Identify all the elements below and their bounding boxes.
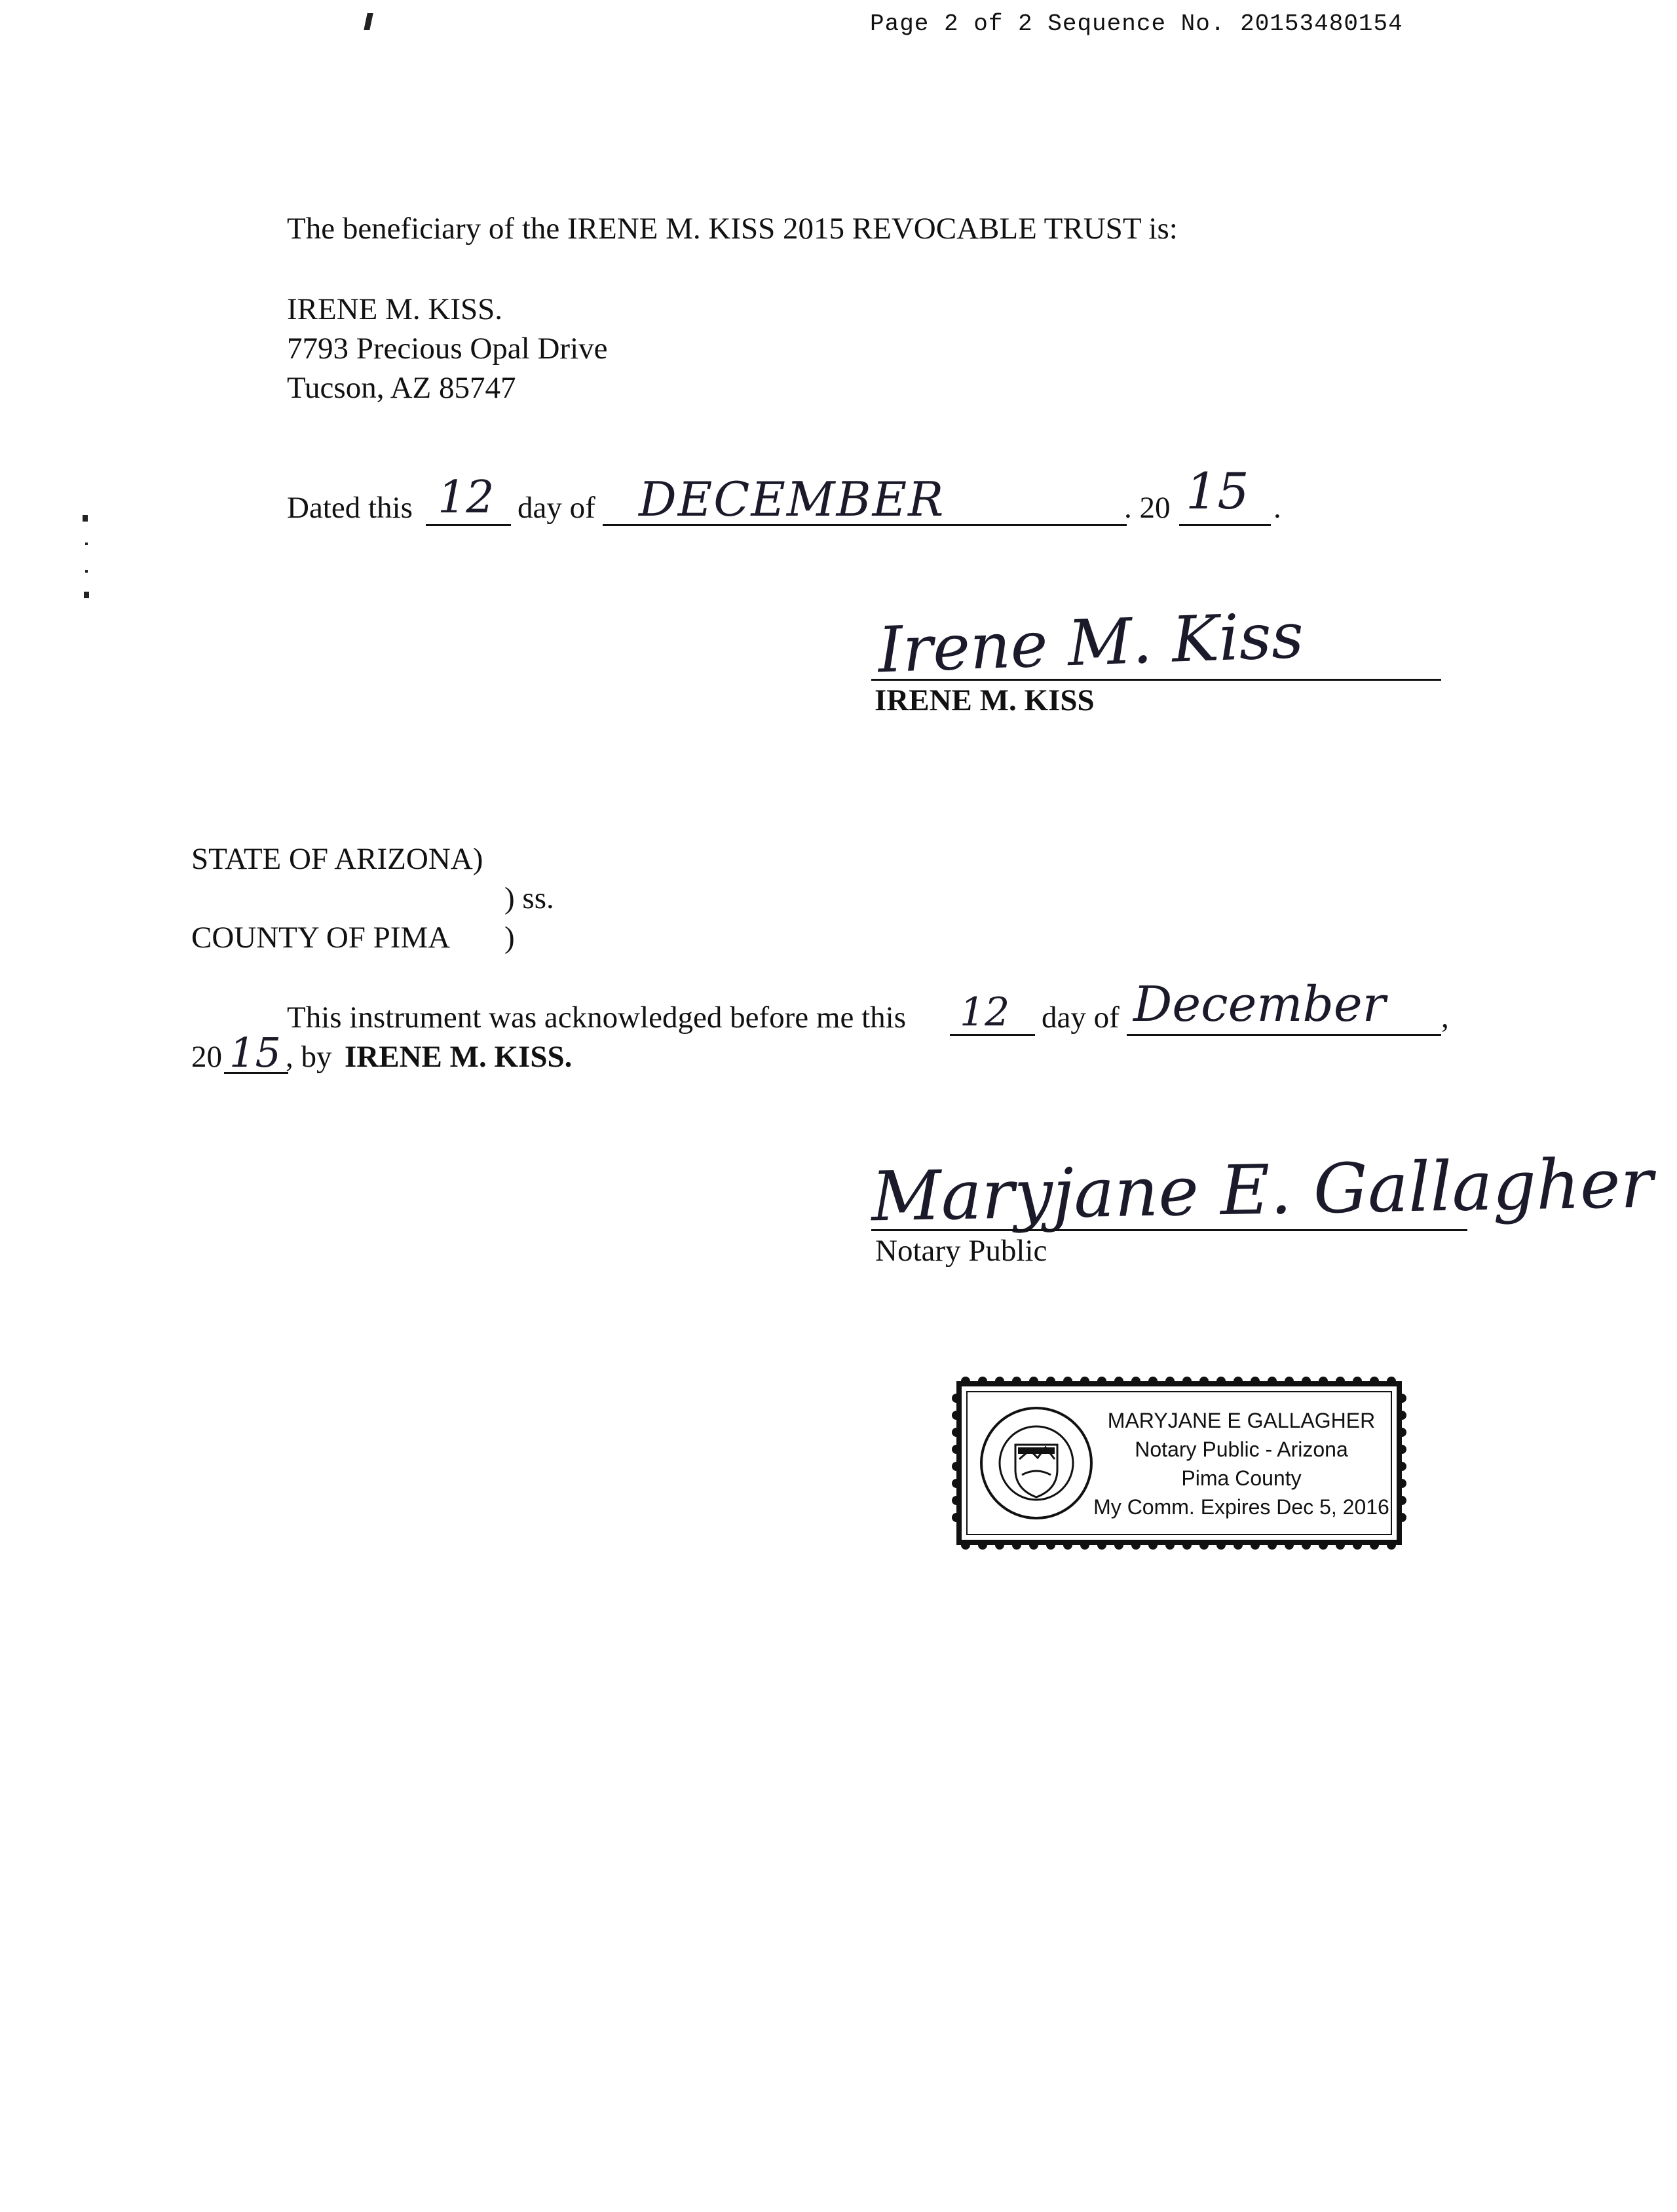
dated-month-handwritten: DECEMBER bbox=[639, 472, 945, 527]
venue-county: COUNTY OF PIMA bbox=[191, 921, 451, 955]
stamp-scallop bbox=[1285, 1377, 1294, 1386]
stamp-scallop bbox=[1353, 1377, 1362, 1386]
page-sequence-header: Page 2 of 2 Sequence No. 20153480154 bbox=[870, 10, 1403, 37]
ack-name: IRENE M. KISS. bbox=[345, 1040, 573, 1074]
stamp-scallop bbox=[1397, 1394, 1406, 1403]
notary-signature: Maryjane E. Gallagher bbox=[871, 1143, 1654, 1237]
dated-day-of: day of bbox=[518, 491, 595, 525]
stamp-scallop bbox=[1097, 1540, 1106, 1550]
stamp-scallop bbox=[1131, 1377, 1140, 1386]
beneficiary-street: 7793 Precious Opal Drive bbox=[287, 332, 608, 366]
stamp-scallop bbox=[1012, 1540, 1021, 1550]
stamp-scallop bbox=[1199, 1540, 1209, 1550]
ack-day-handwritten: 12 bbox=[960, 989, 1010, 1035]
stamp-scallop bbox=[978, 1377, 987, 1386]
stamp-scallop bbox=[1216, 1540, 1226, 1550]
notary-signature-line bbox=[871, 1229, 1467, 1231]
stamp-scallop bbox=[952, 1428, 961, 1437]
venue-county-paren: ) bbox=[504, 921, 515, 955]
stamp-scallop bbox=[1234, 1377, 1243, 1386]
stamp-scallop bbox=[961, 1540, 970, 1550]
stamp-scallop bbox=[1302, 1540, 1311, 1550]
ack-by: , by bbox=[286, 1040, 332, 1074]
stamp-scallop bbox=[1370, 1540, 1379, 1550]
stamp-scallop bbox=[1397, 1479, 1406, 1488]
stamp-scallop bbox=[1080, 1377, 1089, 1386]
acknowledgment-text: This instrument was acknowledged before me this bbox=[287, 1001, 906, 1035]
notary-stamp bbox=[950, 1375, 1408, 1552]
stamp-notary-title: Notary Public - Arizona bbox=[1135, 1438, 1348, 1461]
stamp-scallop bbox=[995, 1377, 1004, 1386]
stamp-scallop bbox=[1148, 1540, 1158, 1550]
stamp-scallop bbox=[952, 1479, 961, 1488]
stamp-scallop bbox=[1012, 1377, 1021, 1386]
stamp-expiration: My Comm. Expires Dec 5, 2016 bbox=[1093, 1495, 1389, 1519]
stamp-county: Pima County bbox=[1181, 1466, 1302, 1490]
stamp-scallop bbox=[1319, 1540, 1328, 1550]
beneficiary-name: IRENE M. KISS. bbox=[287, 292, 503, 326]
stamp-scallop bbox=[1199, 1377, 1209, 1386]
signer-name: IRENE M. KISS bbox=[875, 683, 1095, 717]
stamp-scallop bbox=[1029, 1540, 1038, 1550]
ack-day-of: day of bbox=[1042, 1001, 1120, 1035]
stamp-scallop bbox=[952, 1394, 961, 1403]
stamp-scallop bbox=[1285, 1540, 1294, 1550]
dated-year-prefix: . 20 bbox=[1124, 491, 1171, 525]
stamp-scallop bbox=[1182, 1377, 1192, 1386]
notary-label: Notary Public bbox=[875, 1234, 1047, 1268]
stamp-scallop bbox=[1387, 1540, 1396, 1550]
beneficiary-intro: The beneficiary of the IRENE M. KISS 2015 REVOCABLE TRUST is: bbox=[287, 212, 1178, 246]
stamp-scallop bbox=[1397, 1411, 1406, 1420]
margin-mark bbox=[85, 543, 88, 545]
stamp-scallop bbox=[978, 1540, 987, 1550]
ack-month-handwritten: December bbox=[1133, 976, 1386, 1033]
stamp-scallop bbox=[1251, 1540, 1260, 1550]
stamp-scallop bbox=[995, 1540, 1004, 1550]
stamp-scallop bbox=[1268, 1540, 1277, 1550]
ack-month-blank bbox=[1127, 1034, 1441, 1036]
stamp-scallop bbox=[1251, 1377, 1260, 1386]
stamp-scallop bbox=[1397, 1462, 1406, 1471]
signer-signature: Irene M. Kiss bbox=[876, 598, 1305, 687]
state-seal-icon bbox=[977, 1404, 1095, 1522]
stamp-scallop bbox=[1387, 1377, 1396, 1386]
dated-day-blank bbox=[426, 524, 511, 526]
stamp-scallop bbox=[1336, 1377, 1345, 1386]
margin-mark bbox=[85, 570, 88, 573]
stamp-scallop bbox=[952, 1513, 961, 1522]
stamp-scallop bbox=[1046, 1377, 1055, 1386]
venue-ss: ) ss. bbox=[504, 881, 554, 915]
stamp-scallop bbox=[952, 1496, 961, 1505]
stamp-scallop bbox=[1046, 1540, 1055, 1550]
signer-signature-line bbox=[871, 679, 1441, 681]
stamp-scallop bbox=[1063, 1377, 1072, 1386]
venue-state: STATE OF ARIZONA) bbox=[191, 842, 483, 876]
stamp-scallop bbox=[1063, 1540, 1072, 1550]
ack-year-handwritten: 15 bbox=[229, 1029, 281, 1077]
stamp-notary-name: MARYJANE E GALLAGHER bbox=[1107, 1409, 1376, 1432]
margin-mark bbox=[84, 592, 89, 598]
stamp-scallop bbox=[1234, 1540, 1243, 1550]
stamp-scallop bbox=[1029, 1377, 1038, 1386]
stamp-scallop bbox=[1319, 1377, 1328, 1386]
dated-year-blank bbox=[1179, 524, 1271, 526]
stamp-scallop bbox=[1097, 1377, 1106, 1386]
dated-suffix: . bbox=[1273, 491, 1281, 525]
stamp-scallop bbox=[952, 1445, 961, 1454]
ack-comma: , bbox=[1441, 1001, 1449, 1035]
stamp-scallop bbox=[1397, 1513, 1406, 1522]
stamp-scallop bbox=[1397, 1445, 1406, 1454]
stamp-scallop bbox=[1353, 1540, 1362, 1550]
stamp-scallop bbox=[1165, 1377, 1175, 1386]
stamp-scallop bbox=[1336, 1540, 1345, 1550]
stamp-scallop bbox=[1080, 1540, 1089, 1550]
stamp-scallop bbox=[1182, 1540, 1192, 1550]
stamp-scallop bbox=[1165, 1540, 1175, 1550]
stamp-scallop bbox=[1148, 1377, 1158, 1386]
stamp-scallop bbox=[1114, 1540, 1123, 1550]
stamp-scallop bbox=[1397, 1496, 1406, 1505]
stamp-scallop bbox=[961, 1377, 970, 1386]
dated-day-handwritten: 12 bbox=[438, 472, 495, 524]
stamp-text-block bbox=[1087, 1406, 1395, 1521]
stamp-scallop bbox=[1216, 1377, 1226, 1386]
stamp-scallop bbox=[952, 1411, 961, 1420]
scan-mark bbox=[364, 13, 373, 30]
margin-mark bbox=[83, 515, 88, 522]
stamp-scallop bbox=[1370, 1377, 1379, 1386]
dated-year-handwritten: 15 bbox=[1186, 462, 1249, 520]
dated-prefix: Dated this bbox=[287, 491, 413, 525]
ack-year-prefix: 20 bbox=[191, 1040, 222, 1074]
beneficiary-city: Tucson, AZ 85747 bbox=[287, 371, 516, 405]
stamp-scallop bbox=[1114, 1377, 1123, 1386]
stamp-scallop bbox=[1302, 1377, 1311, 1386]
stamp-scallop bbox=[1131, 1540, 1140, 1550]
stamp-scallop bbox=[1397, 1428, 1406, 1437]
stamp-scallop bbox=[1268, 1377, 1277, 1386]
stamp-scallop bbox=[952, 1462, 961, 1471]
